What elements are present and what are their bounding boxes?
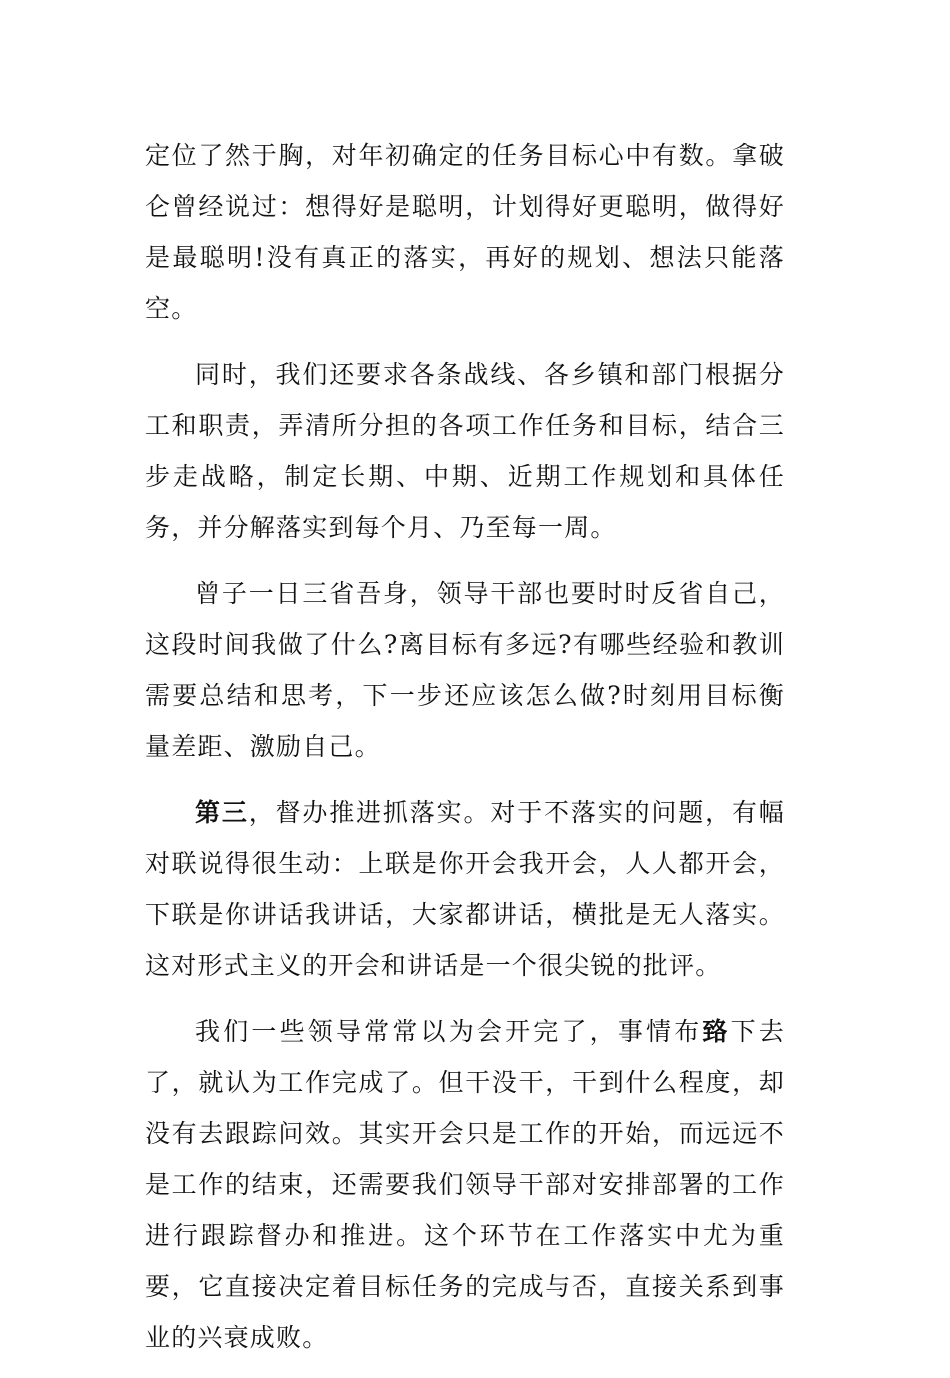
document-page xyxy=(145,130,785,1378)
paragraph-5-text-before: 我们一些领导常常以为会开完了，事情布 xyxy=(195,1017,703,1046)
paragraph-5-text-after: 下去了，就认为工作完成了。但干没干，干到什么程度，却没有去跟踪问效。其实开会只是工作的开始，而远远不是工作的结束，还需要我们领导干部对安排部署的工作进行跟踪督办和推进。这个环节在工作落实中尤为重要，它直接决定着目标任务的完成与否，直接关系到事业的兴衰成败。 xyxy=(145,1017,785,1352)
paragraph-4-text: ，督办推进抓落实。对于不落实的问题，有幅对联说得很生动：上联是你开会我开会，人人都开会，下联是你讲话我讲话，大家都讲话，横批是无人落实。这对形式主义的开会和讲话是一个很尖锐的批评。 xyxy=(145,798,785,980)
paragraph-3-text: 曾子一日三省吾身，领导干部也要时时反省自己，这段时间我做了什么?离目标有多远?有哪些经验和教训需要总结和思考，下一步还应该怎么做?时刻用目标衡量差距、激励自己。 xyxy=(145,579,785,761)
paragraph-5 xyxy=(145,1006,785,1363)
paragraph-5-special-char: 臵 xyxy=(702,1017,731,1046)
section-heading-lead: 第三 xyxy=(195,798,249,827)
paragraph-3 xyxy=(145,568,785,772)
paragraph-1-text: 定位了然于胸，对年初确定的任务目标心中有数。拿破仑曾经说过：想得好是聪明，计划得好更聪明，做得好是最聪明!没有真正的落实，再好的规划、想法只能落空。 xyxy=(145,141,785,323)
paragraph-1 xyxy=(145,130,785,334)
paragraph-4 xyxy=(145,787,785,991)
paragraph-2-text: 同时，我们还要求各条战线、各乡镇和部门根据分工和职责，弄清所分担的各项工作任务和目标，结合三步走战略，制定长期、中期、近期工作规划和具体任务，并分解落实到每个月、乃至每一周。 xyxy=(145,360,785,542)
paragraph-2 xyxy=(145,349,785,553)
